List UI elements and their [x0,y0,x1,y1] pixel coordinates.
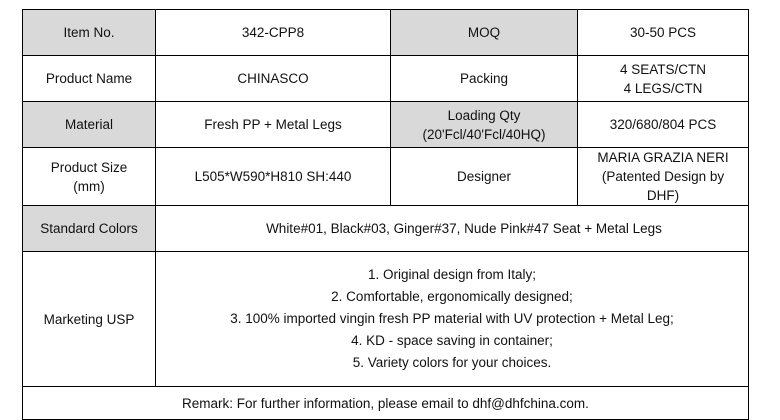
product-name-label: Product Name [23,56,156,102]
product-size-label [23,148,156,206]
loading-qty-value: 320/680/804 PCS [578,102,749,148]
product-spec-table [22,9,749,420]
packing-value-seats: 4 SEATS/CTN [619,61,707,77]
row-standard-colors [23,206,749,252]
row-marketing-usp [23,252,749,387]
loading-qty-label-containers: (20'Fcl/40'Fcl/40HQ) [422,126,546,142]
marketing-usp-list [156,252,749,387]
standard-colors-value: White#01, Black#03, Ginger#37, Nude Pink#47 Seat + Metal Legs [156,206,749,252]
usp-item: 5. Variety colors for your choices. [352,355,552,370]
product-size-value: L505*W590*H810 SH:440 [156,148,391,206]
marketing-usp-label: Marketing USP [23,252,156,387]
moq-label: MOQ [391,10,578,56]
loading-qty-label [391,102,578,148]
material-value: Fresh PP + Metal Legs [156,102,391,148]
product-size-label-title: Product Size [50,159,128,175]
loading-qty-label-title: Loading Qty [447,107,521,123]
material-label: Material [23,102,156,148]
usp-item: 4. KD - space saving in container; [351,333,553,348]
row-remark [23,387,749,420]
standard-colors-label: Standard Colors [23,206,156,252]
designer-label: Designer [391,148,578,206]
moq-value: 30-50 PCS [578,10,749,56]
designer-name: MARIA GRAZIA NERI [597,150,729,165]
row-item-no [23,10,749,56]
usp-item: 1. Original design from Italy; [367,267,537,282]
packing-label: Packing [391,56,578,102]
product-name-value: CHINASCO [156,56,391,102]
packing-value-legs: 4 LEGS/CTN [623,80,703,96]
remark-text: Remark: For further information, please email to dhf@dhfchina.com. [23,387,749,420]
item-no-value: 342-CPP8 [156,10,391,56]
usp-item: 3. 100% imported vingin fresh PP material with UV protection + Metal Leg; [230,311,674,326]
packing-value [578,56,749,102]
designer-note: (Patented Design by DHF) [601,169,725,203]
product-size-label-unit: (mm) [73,178,105,194]
designer-value [578,148,749,206]
row-product-size [23,148,749,206]
item-no-label: Item No. [23,10,156,56]
row-material [23,102,749,148]
row-product-name [23,56,749,102]
usp-item: 2. Comfortable, ergonomically designed; [331,289,573,304]
